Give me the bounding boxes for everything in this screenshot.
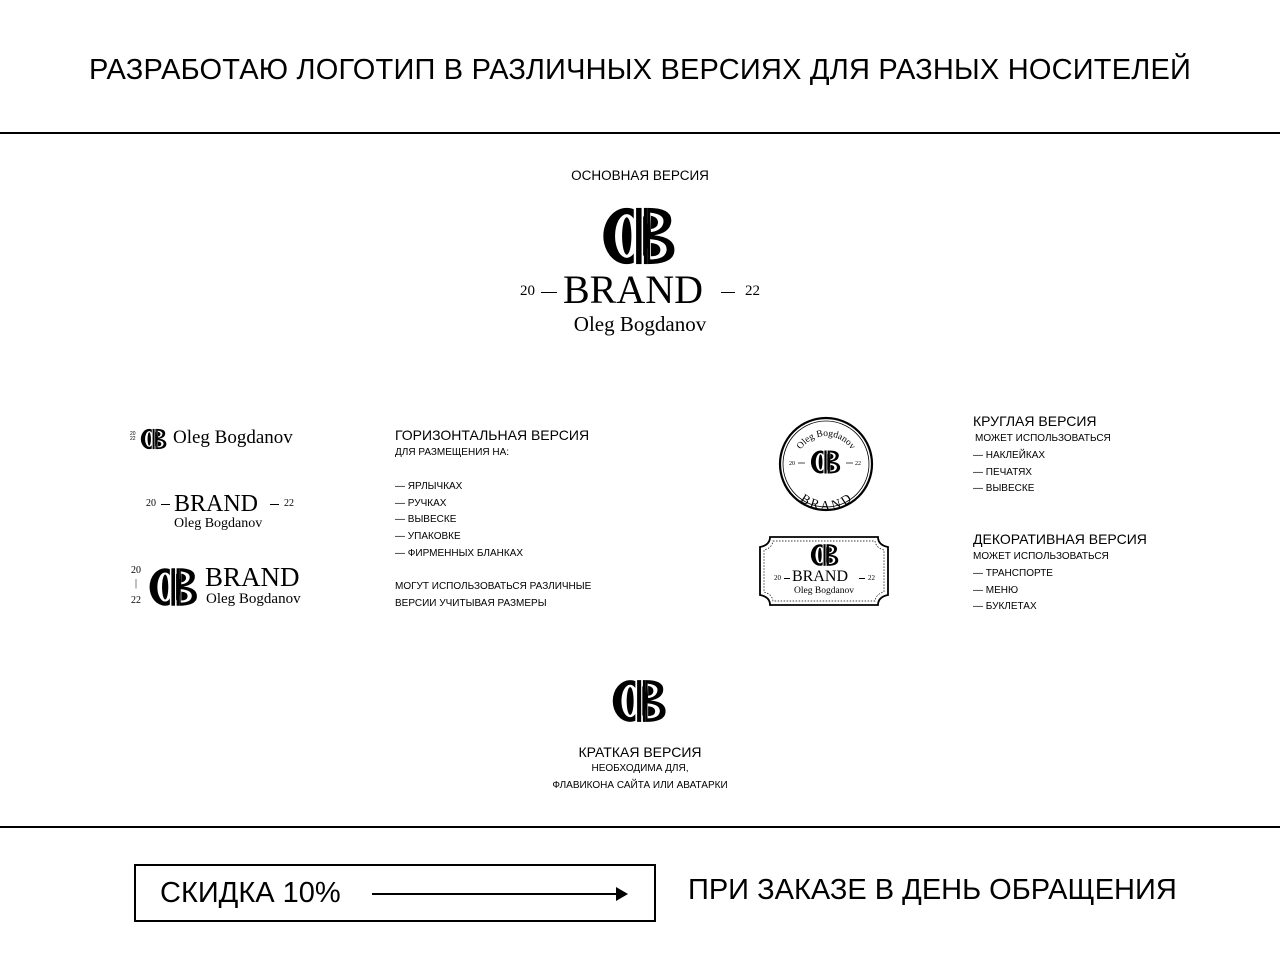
logo2-year-right: 22	[284, 498, 294, 509]
horizontal-logo-1	[130, 426, 330, 452]
monogram-ob-icon	[601, 204, 679, 268]
main-version-caption: ОСНОВНАЯ ВЕРСИЯ	[571, 168, 709, 183]
main-logo-year-right: 22	[745, 283, 760, 299]
list-item: — БУКЛЕТАХ	[973, 601, 1037, 613]
discount-label: СКИДКА 10%	[160, 877, 341, 909]
decorative-dash-left	[784, 578, 790, 579]
main-logo-monogram	[601, 204, 679, 268]
list-item: — ПЕЧАТЯХ	[973, 466, 1032, 478]
round-version-list	[973, 448, 1193, 498]
round-logo-top-text: Oleg Bogdanov	[795, 428, 857, 452]
horizontal-version-list	[395, 479, 655, 563]
decorative-dash-right	[859, 578, 865, 579]
round-logo	[778, 416, 874, 512]
logo3-year-top: 20	[131, 565, 141, 576]
monogram-ob-icon	[611, 677, 669, 725]
list-item: — УПАКОВКЕ	[395, 531, 461, 543]
horizontal-version-subheading: ДЛЯ РАЗМЕЩЕНИЯ НА:	[395, 447, 510, 458]
round-logo-badge	[778, 416, 874, 512]
logo2-dash-left	[161, 504, 170, 505]
decorative-version-subheading: МОЖЕТ ИСПОЛЬЗОВАТЬСЯ	[973, 551, 1109, 562]
list-item: — НАКЛЕЙКАХ	[973, 449, 1046, 461]
logo2-name: Oleg Bogdanov	[174, 516, 263, 531]
logo2-dash-right	[270, 504, 279, 505]
main-logo-wordmark	[519, 268, 769, 312]
horizontal-version-section	[395, 426, 655, 612]
logo3-separator: |	[135, 578, 138, 589]
short-version-section	[0, 743, 1280, 795]
decorative-version-heading: ДЕКОРАТИВНАЯ ВЕРСИЯ	[973, 531, 1147, 547]
short-version-line1: НЕОБХОДИМА ДЛЯ,	[591, 763, 689, 774]
list-item: — МЕНЮ	[973, 584, 1019, 596]
arrow-head	[616, 887, 628, 901]
horizontal-version-note	[395, 579, 655, 613]
page-title: РАЗРАБОТАЮ ЛОГОТИП В РАЗЛИЧНЫХ ВЕРСИЯХ ДЛЯ РАЗНЫХ НОСИТЕЛЕЙ	[88, 54, 1192, 86]
round-version-section	[973, 412, 1193, 498]
bottom-divider	[0, 826, 1280, 828]
logo3-name: Oleg Bogdanov	[206, 591, 301, 607]
decorative-version-section	[973, 530, 1193, 616]
horizontal-logo-3	[130, 564, 320, 610]
list-item: — ЯРЛЫЧКАХ	[395, 480, 463, 492]
monogram-ob-icon	[148, 566, 200, 608]
logo2-brand: BRAND	[174, 491, 259, 517]
short-logo	[611, 677, 669, 725]
logo3-brand: BRAND	[205, 562, 300, 592]
horizontal-logo-2	[146, 490, 306, 536]
horizontal-version-heading: ГОРИЗОНТАЛЬНАЯ ВЕРСИЯ	[395, 427, 590, 443]
main-logo-dash-left	[541, 292, 557, 293]
main-logo-name: Oleg Bogdanov	[573, 312, 707, 336]
round-logo-year-right: 22	[855, 461, 861, 467]
logo1-year-marks: 20 22	[130, 431, 136, 442]
round-logo-year-left: 20	[789, 461, 795, 467]
note-line: МОГУТ ИСПОЛЬЗОВАТЬСЯ РАЗЛИЧНЫЕ	[395, 580, 592, 592]
list-item: — РУЧКАХ	[395, 497, 447, 509]
top-divider	[0, 132, 1280, 134]
logo2-year-left: 20	[146, 498, 156, 509]
main-logo-dash-right	[721, 292, 735, 293]
round-version-heading: КРУГЛАЯ ВЕРСИЯ	[973, 413, 1097, 429]
list-item: — ТРАНСПОРТЕ	[973, 567, 1053, 579]
round-version-subheading: МОЖЕТ ИСПОЛЬЗОВАТЬСЯ	[975, 433, 1111, 444]
decorative-version-list	[973, 566, 1193, 616]
decorative-logo	[756, 534, 892, 608]
logo3-year-bottom: 22	[131, 595, 141, 606]
arrow-right-icon	[372, 893, 618, 895]
decorative-name: Oleg Bogdanov	[794, 586, 854, 596]
short-version-heading: КРАТКАЯ ВЕРСИЯ	[578, 744, 702, 760]
decorative-year-left: 20	[774, 574, 781, 582]
short-version-line2: ФЛАВИКОНА САЙТА ИЛИ АВАТАРКИ	[552, 779, 728, 791]
list-item: — ВЫВЕСКЕ	[395, 514, 457, 526]
discount-box	[134, 864, 656, 922]
round-logo-bottom-text: BRAND	[798, 490, 854, 512]
decorative-brand: BRAND	[792, 568, 849, 585]
offer-text: ПРИ ЗАКАЗЕ В ДЕНЬ ОБРАЩЕНИЯ	[688, 874, 1177, 906]
decorative-year-right: 22	[868, 574, 875, 582]
note-line: ВЕРСИИ УЧИТЫВАЯ РАЗМЕРЫ	[395, 597, 547, 609]
main-logo-year-left: 20	[520, 283, 535, 299]
monogram-ob-icon	[140, 427, 168, 451]
logo1-name: Oleg Bogdanov	[173, 427, 293, 448]
list-item: — ФИРМЕННЫХ БЛАНКАХ	[395, 547, 524, 559]
main-logo-brand: BRAND	[563, 267, 704, 312]
list-item: — ВЫВЕСКЕ	[973, 483, 1035, 495]
